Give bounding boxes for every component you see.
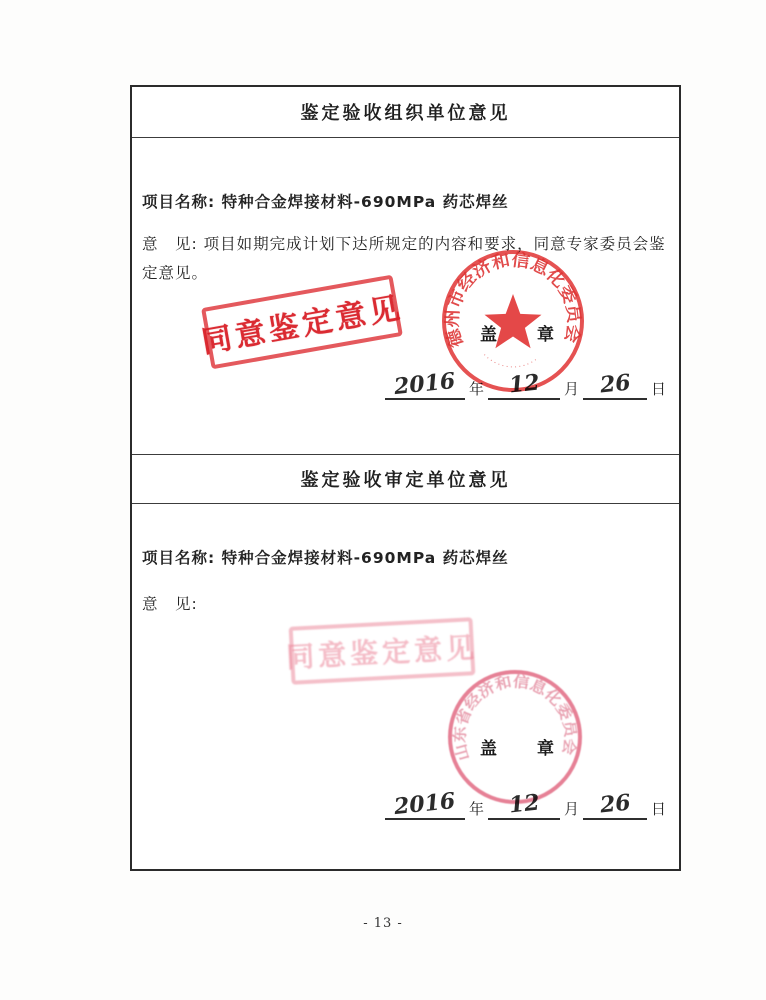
- year-blank: [385, 787, 465, 821]
- opinion-paragraph: [142, 230, 678, 288]
- month-label: 月: [564, 380, 580, 398]
- opinion-paragraph: [142, 590, 198, 619]
- seal-caption: 盖 章: [480, 739, 556, 759]
- approval-stamp-text: 同意鉴定意见: [199, 290, 407, 361]
- seal-caption: 盖 章: [480, 325, 556, 345]
- section2-body: [132, 504, 679, 868]
- handwritten-year: 2016: [393, 367, 457, 401]
- day-label: 日: [651, 800, 667, 818]
- section2-title: 鉴定验收审定单位意见: [300, 470, 511, 491]
- project-label: 项目名称:: [142, 549, 216, 567]
- approval-stamp-text: 同意鉴定意见: [285, 630, 479, 674]
- project-name: 特种合金焊接材料-690MPa 药芯焊丝: [221, 193, 509, 211]
- section2-header: [132, 455, 679, 504]
- month-blank: [488, 789, 560, 820]
- project-label: 项目名称:: [142, 193, 216, 211]
- handwritten-month: 12: [507, 369, 541, 399]
- project-name-line: [142, 190, 509, 212]
- year-blank: [385, 367, 465, 401]
- handwritten-day: 26: [598, 789, 632, 819]
- section1-title: 鉴定验收组织单位意见: [300, 103, 511, 124]
- opinion-text: 项目如期完成计划下达所规定的内容和要求，同意专家委员会鉴定意见。: [142, 235, 666, 282]
- handwritten-year: 2016: [393, 787, 457, 821]
- year-label: 年: [469, 380, 485, 398]
- day-blank: [583, 789, 647, 820]
- opinion-label: 意 见:: [142, 235, 198, 253]
- section1-header: [132, 87, 679, 138]
- date-line: [385, 367, 670, 401]
- month-blank: [488, 369, 560, 400]
- opinion-label: 意 见:: [142, 595, 198, 613]
- page-number: - 13 -: [363, 916, 403, 931]
- handwritten-month: 12: [507, 789, 541, 819]
- seal-code-marks: ··············: [480, 351, 541, 372]
- year-label: 年: [469, 800, 485, 818]
- appraisal-form-table: [130, 85, 681, 871]
- svg-text:··············: [481, 351, 541, 372]
- day-blank: [583, 369, 647, 400]
- handwritten-day: 26: [598, 369, 632, 399]
- date-line: [385, 787, 670, 821]
- project-name-line: [142, 546, 509, 568]
- seal-ring-text: 山东省经济和信息化委员会: [450, 672, 580, 763]
- approval-rect-stamp: [199, 275, 407, 370]
- seal-ring-text: 德州市经济和信息化委员会: [442, 250, 584, 350]
- section1-body: [132, 138, 679, 455]
- project-name: 特种合金焊接材料-690MPa 药芯焊丝: [221, 549, 509, 567]
- day-label: 日: [651, 380, 667, 398]
- month-label: 月: [564, 800, 580, 818]
